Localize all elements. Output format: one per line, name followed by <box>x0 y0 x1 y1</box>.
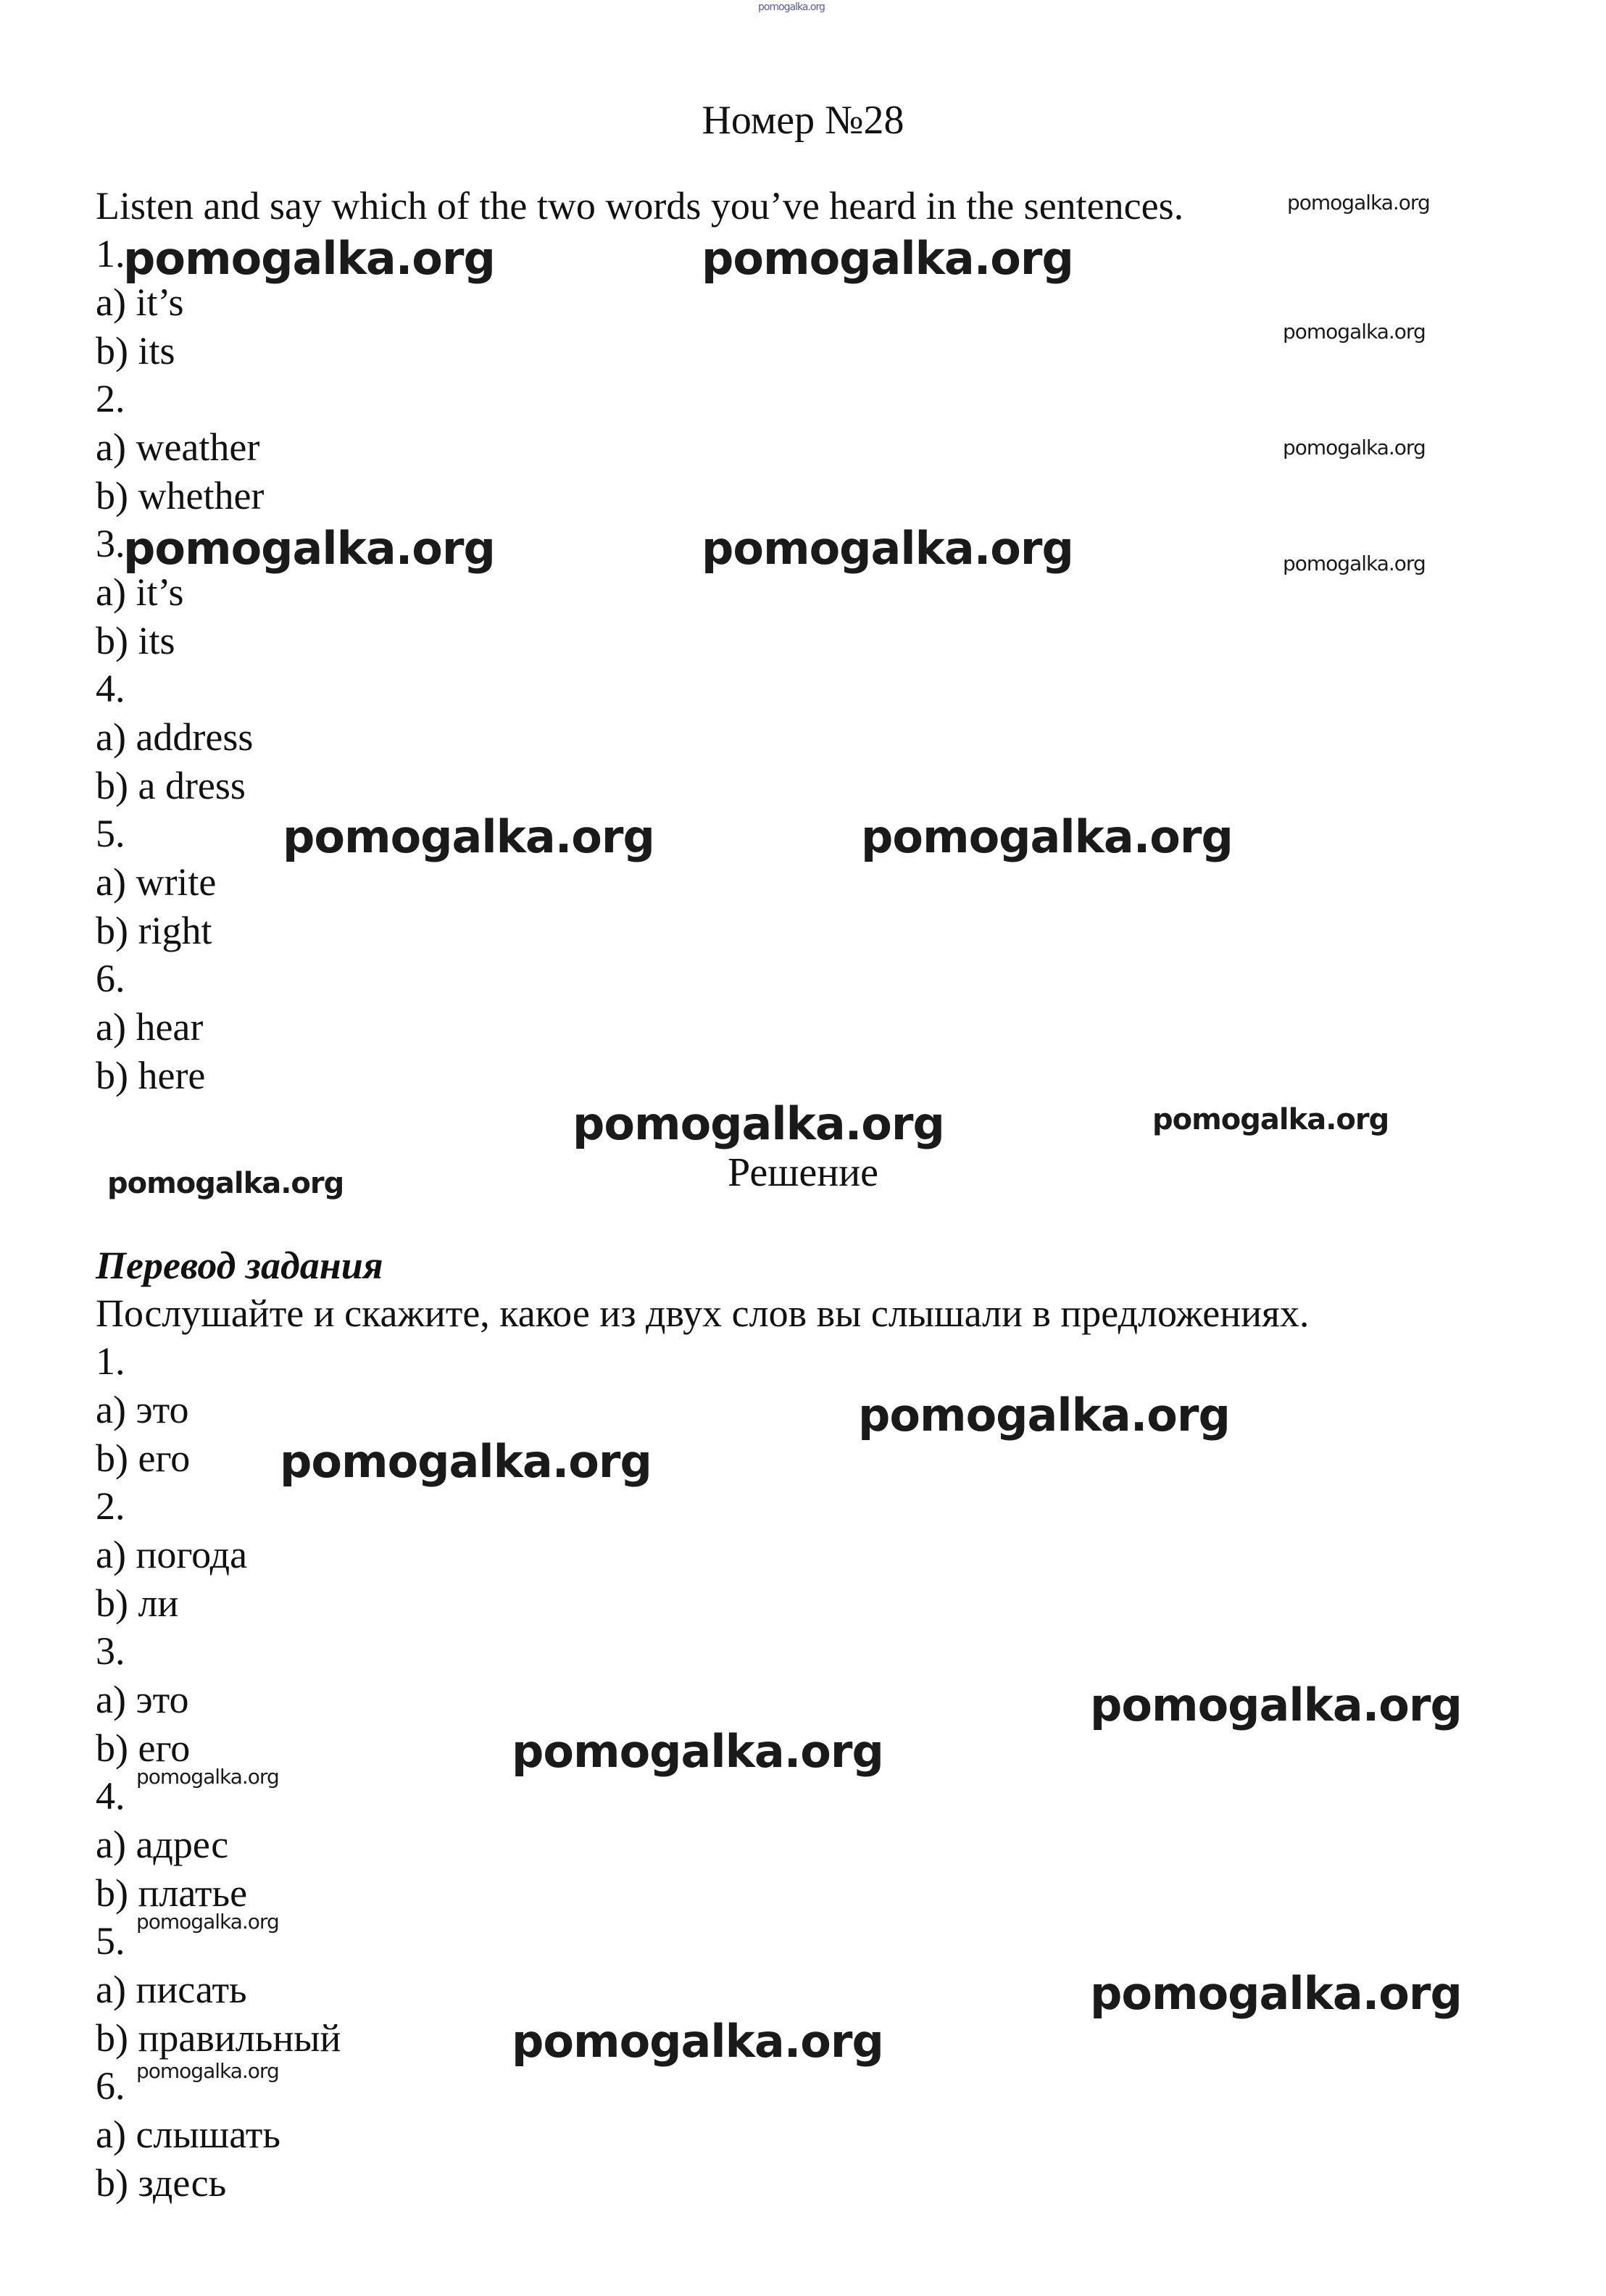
watermark-text: pomogalka.org <box>1090 1679 1462 1731</box>
task-item-4-number: 4. <box>96 667 125 710</box>
task-item-5-number: 5. <box>96 812 125 855</box>
translation-heading: Перевод задания <box>96 1244 383 1287</box>
watermark-text: pomogalka.org <box>512 2015 883 2068</box>
task-item-1-number: 1. <box>96 232 125 275</box>
watermark-text: pomogalka.org <box>123 522 495 575</box>
watermark-text: pomogalka.org <box>861 810 1233 863</box>
task-item-1-option-a: a) it’s <box>96 280 184 324</box>
translation-item-2-option-a: a) погода <box>96 1533 248 1576</box>
watermark-text: pomogalka.org <box>702 232 1073 285</box>
watermark-text: pomogalka.org <box>136 1910 279 1934</box>
watermark-text: pomogalka.org <box>573 1097 944 1150</box>
translation-item-6-option-b: b) здесь <box>96 2161 227 2205</box>
translation-instruction: Послушайте и скажите, какое из двух слов вы слышали в предложениях. <box>96 1292 1310 1335</box>
translation-item-5-number: 5. <box>96 1919 125 1963</box>
translation-item-6-number: 6. <box>96 2064 125 2108</box>
task-item-3-number: 3. <box>96 522 125 565</box>
translation-item-2-number: 2. <box>96 1484 125 1528</box>
translation-item-6-option-a: a) слышать <box>96 2113 281 2156</box>
watermark-text: pomogalka.org <box>1283 552 1426 575</box>
task-item-3-option-a: a) it’s <box>96 570 184 614</box>
watermark-text: pomogalka.org <box>1152 1103 1389 1136</box>
header-watermark: pomogalka.org <box>758 1 825 13</box>
translation-item-4-number: 4. <box>96 1774 125 1818</box>
task-item-6-option-b: b) here <box>96 1054 206 1097</box>
task-item-2-option-b: b) whether <box>96 474 265 517</box>
watermark-text: pomogalka.org <box>512 1725 883 1778</box>
watermark-text: pomogalka.org <box>702 522 1073 575</box>
watermark-text: pomogalka.org <box>280 1435 652 1488</box>
translation-item-4-option-a: a) адрес <box>96 1823 229 1866</box>
task-item-3-option-b: b) its <box>96 619 175 662</box>
task-item-2-option-a: a) weather <box>96 425 260 469</box>
translation-item-5-option-b: b) правильный <box>96 2016 341 2060</box>
watermark-text: pomogalka.org <box>136 2059 279 2083</box>
task-item-1-option-b: b) its <box>96 329 175 373</box>
task-instruction: Listen and say which of the two words you’ve heard in the sentences. <box>96 184 1184 228</box>
translation-item-3-option-a: a) это <box>96 1678 189 1721</box>
task-item-4-option-b: b) a dress <box>96 764 246 807</box>
watermark-text: pomogalka.org <box>123 232 495 285</box>
task-item-6-option-a: a) hear <box>96 1005 204 1049</box>
translation-item-1-option-b: b) его <box>96 1436 191 1480</box>
translation-item-5-option-a: a) писать <box>96 1968 247 2011</box>
watermark-text: pomogalka.org <box>858 1389 1230 1442</box>
page-title: Номер №28 <box>702 98 904 143</box>
task-item-2-number: 2. <box>96 377 125 420</box>
watermark-text: pomogalka.org <box>1283 436 1426 459</box>
translation-item-1-number: 1. <box>96 1339 125 1383</box>
translation-item-2-option-b: b) ли <box>96 1581 179 1625</box>
translation-item-4-option-b: b) платье <box>96 1871 248 1915</box>
task-item-5-option-b: b) right <box>96 909 212 952</box>
watermark-text: pomogalka.org <box>136 1765 279 1789</box>
solution-label: Решение <box>727 1150 879 1195</box>
watermark-text: pomogalka.org <box>1283 320 1426 344</box>
watermark-text: pomogalka.org <box>107 1167 344 1200</box>
translation-item-3-number: 3. <box>96 1629 125 1673</box>
watermark-text: pomogalka.org <box>283 810 654 863</box>
task-item-4-option-a: a) address <box>96 715 254 759</box>
watermark-text: pomogalka.org <box>1287 191 1430 215</box>
task-item-5-option-a: a) write <box>96 860 217 904</box>
translation-item-1-option-a: a) это <box>96 1388 189 1431</box>
task-item-6-number: 6. <box>96 957 125 1000</box>
translation-item-3-option-b: b) его <box>96 1726 191 1770</box>
watermark-text: pomogalka.org <box>1090 1967 1462 2020</box>
